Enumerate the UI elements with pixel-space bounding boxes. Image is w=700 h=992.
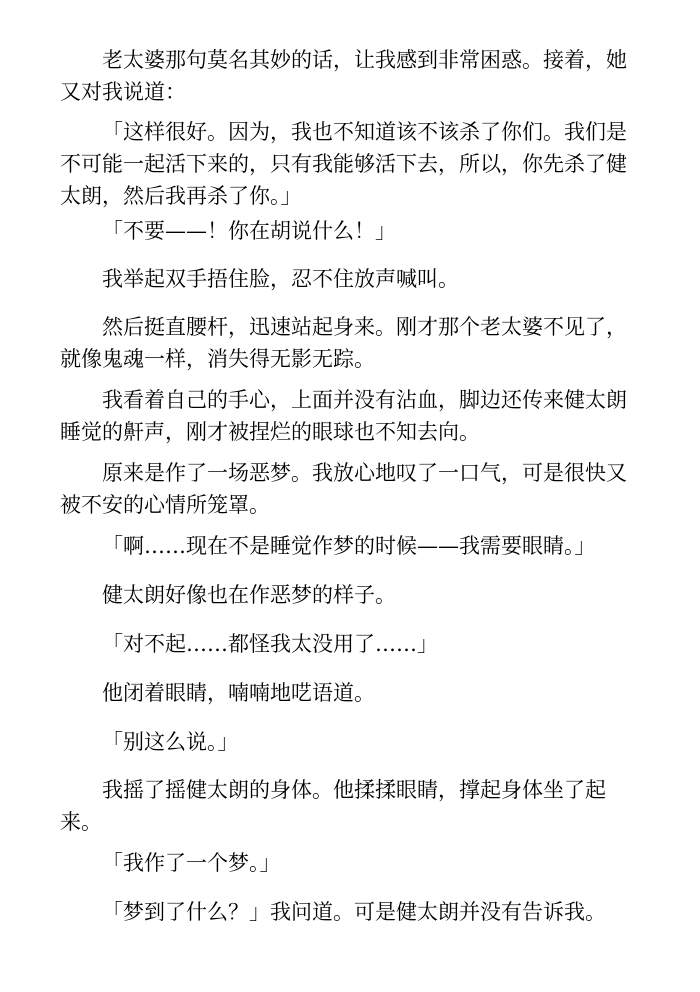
paragraph-2: 「这样很好。因为，我也不知道该不该杀了你们。我们是不可能一起活下来的，只有我能够活下去，所以，你先杀了健太朗，然后我再杀了你。」: [60, 120, 627, 208]
paragraph-14: 「我作了一个梦。」: [102, 851, 281, 875]
paragraph-9: 健太朗好像也在作恶梦的样子。: [102, 583, 396, 607]
paragraph-8: 「啊……现在不是睡觉作梦的时候——我需要眼睛。」: [102, 534, 596, 558]
paragraph-4: 我举起双手捂住脸，忍不住放声喊叫。: [102, 267, 459, 291]
paragraph-11: 他闭着眼睛，喃喃地呓语道。: [102, 681, 375, 705]
paragraph-3: 「不要——！你在胡说什么！」: [102, 219, 396, 243]
paragraph-1: 老太婆那句莫名其妙的话，让我感到非常困惑。接着，她又对我说道：: [60, 48, 627, 104]
paragraph-6: 我看着自己的手心，上面并没有沾血，脚边还传来健太朗睡觉的鼾声，刚才被捏烂的眼球也不知去向。: [60, 388, 627, 444]
paragraph-10: 「对不起……都怪我太没用了……」: [102, 632, 438, 656]
paragraph-7: 原来是作了一场恶梦。我放心地叹了一口气，可是很快又被不安的心情所笼罩。: [60, 461, 627, 517]
paragraph-5: 然后挺直腰杆，迅速站起身来。刚才那个老太婆不见了，就像鬼魂一样，消失得无影无踪。: [60, 315, 627, 371]
paragraph-12: 「别这么说。」: [102, 730, 239, 754]
paragraph-13: 我摇了摇健太朗的身体。他揉揉眼睛，撑起身体坐了起来。: [60, 778, 606, 834]
paragraph-15: 「梦到了什么？」我问道。可是健太朗并没有告诉我。: [102, 900, 606, 924]
